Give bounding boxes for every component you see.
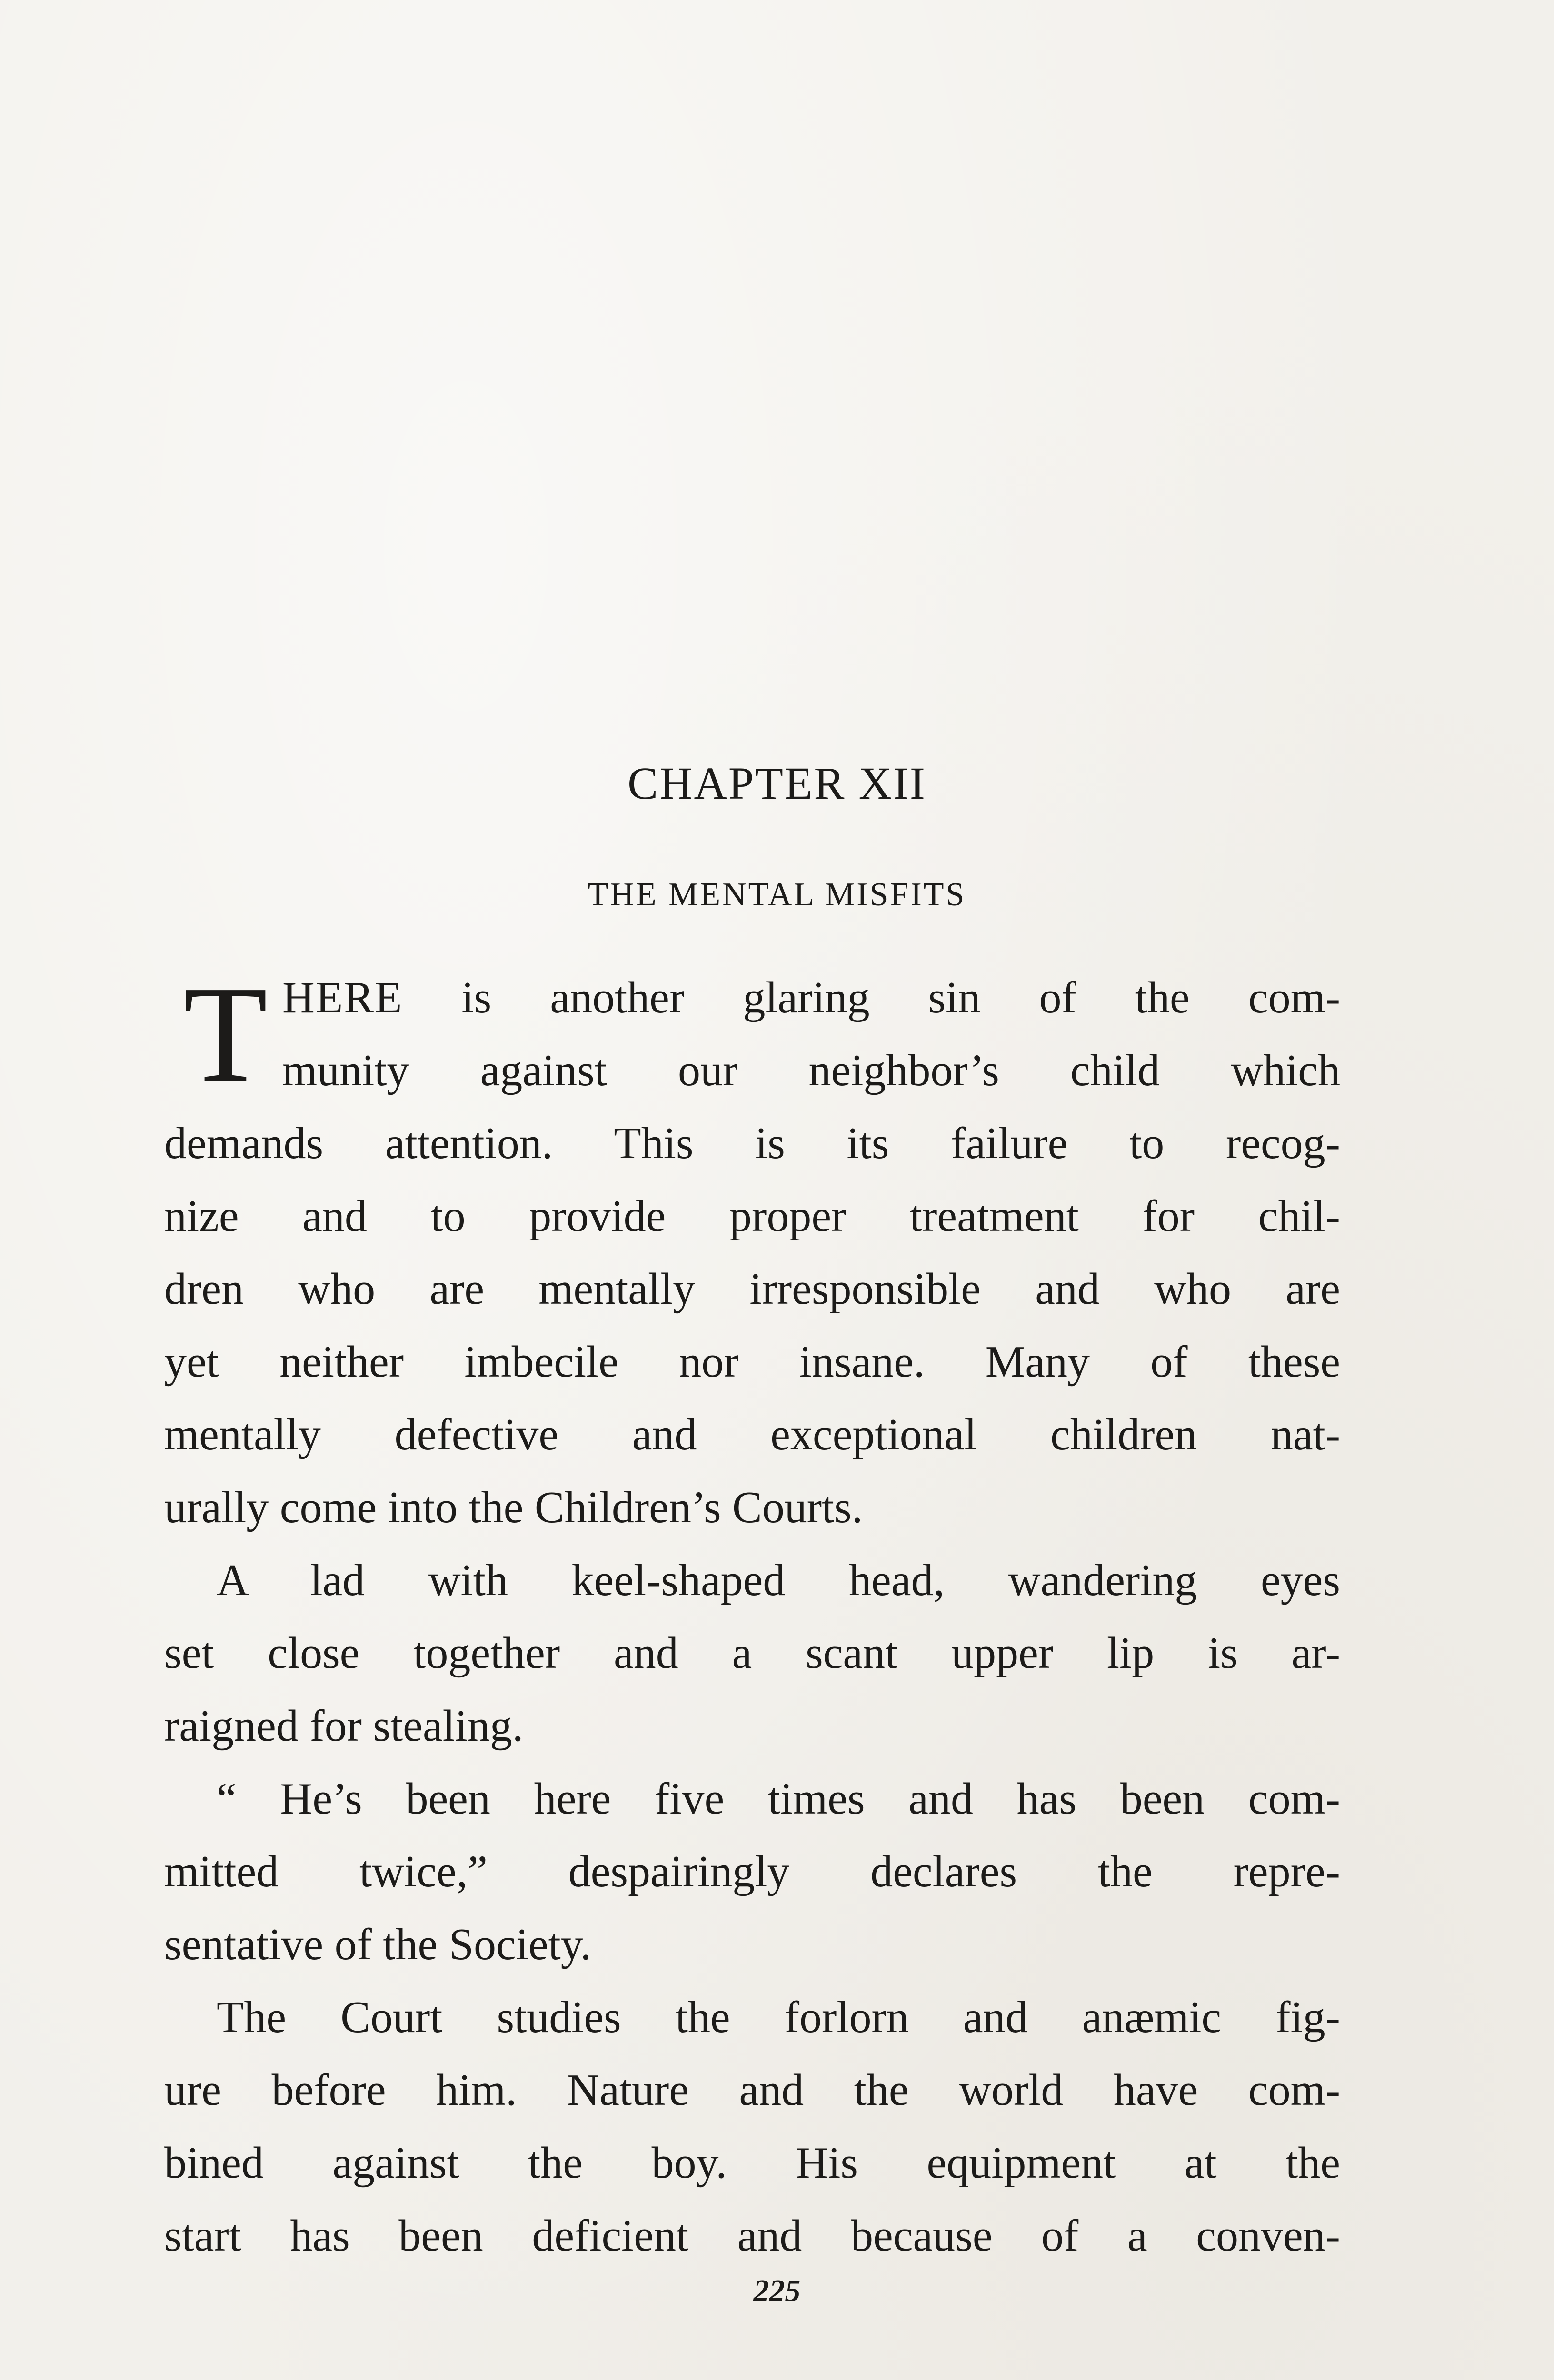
text-line: urally come into the Children’s Courts. xyxy=(164,1483,863,1532)
text-line: start has been deficient and because of a conven- xyxy=(164,2211,1340,2261)
text-line: sentative of the Society. xyxy=(164,1920,592,1969)
text-line: nize and to provide proper treatment for chil- xyxy=(164,1191,1340,1241)
text-line: ure before him. Nature and the world have com- xyxy=(164,2065,1340,2115)
text-line: demands attention. This is its failure to recog- xyxy=(164,1119,1340,1168)
text-line: yet neither imbecile nor insane. Many of these xyxy=(164,1337,1340,1387)
line-text: is another glaring sin of the com- xyxy=(403,973,1340,1022)
drop-cap: T xyxy=(183,958,268,1111)
body-text xyxy=(164,958,1340,2272)
drop-cap-word-rest: HERE xyxy=(282,973,403,1022)
text-line: dren who are mentally irresponsible and who are xyxy=(164,1264,1340,1314)
text-line: mentally defective and exceptional children nat- xyxy=(164,1410,1340,1459)
text-line: munity against our neighbor’s child which xyxy=(282,1046,1340,1095)
text-line: mitted twice,” despairingly declares the repre- xyxy=(164,1847,1340,1896)
chapter-title: CHAPTER XII xyxy=(628,758,926,809)
text-line: raigned for stealing. xyxy=(164,1701,524,1751)
text-line: A lad with keel-shaped head, wandering eyes xyxy=(217,1556,1340,1605)
chapter-subtitle: THE MENTAL MISFITS xyxy=(588,876,966,913)
text-line xyxy=(164,962,1340,1034)
text-line: set close together and a scant upper lip is ar- xyxy=(164,1628,1340,1678)
text-line: “ He’s been here five times and has been com- xyxy=(217,1774,1340,1824)
page-number: 225 xyxy=(753,2273,801,2308)
text-line: bined against the boy. His equipment at the xyxy=(164,2138,1340,2188)
text-line: The Court studies the forlorn and anæmic fig- xyxy=(217,1993,1340,2042)
